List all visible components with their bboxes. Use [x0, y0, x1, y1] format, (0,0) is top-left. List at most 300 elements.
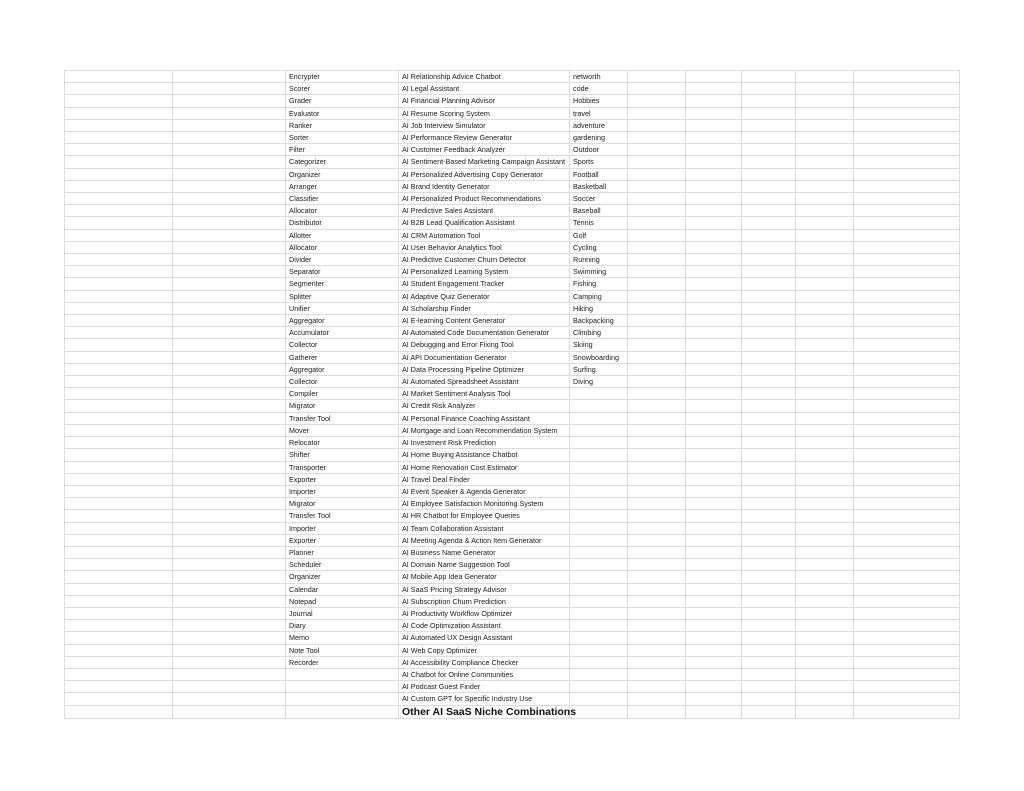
empty-cell[interactable]: [628, 559, 686, 571]
empty-cell[interactable]: [65, 278, 173, 290]
empty-cell[interactable]: [742, 485, 796, 497]
empty-cell[interactable]: [686, 485, 742, 497]
empty-cell[interactable]: [796, 156, 854, 168]
empty-cell[interactable]: [65, 217, 173, 229]
empty-cell[interactable]: [173, 193, 286, 205]
cell-topic[interactable]: [570, 485, 628, 497]
empty-cell[interactable]: [854, 437, 960, 449]
empty-cell[interactable]: [173, 168, 286, 180]
empty-cell[interactable]: [686, 595, 742, 607]
empty-cell[interactable]: [742, 290, 796, 302]
empty-cell[interactable]: [796, 473, 854, 485]
cell-topic[interactable]: adventure: [570, 119, 628, 131]
cell-tool[interactable]: Memo: [286, 632, 399, 644]
empty-cell[interactable]: [173, 107, 286, 119]
empty-cell[interactable]: [65, 424, 173, 436]
empty-cell[interactable]: [742, 107, 796, 119]
empty-cell[interactable]: [686, 168, 742, 180]
empty-cell[interactable]: [65, 302, 173, 314]
empty-cell[interactable]: [628, 546, 686, 558]
cell-topic[interactable]: [570, 522, 628, 534]
cell-topic[interactable]: Camping: [570, 290, 628, 302]
cell-ai-niche[interactable]: AI Predictive Sales Assistant: [399, 205, 570, 217]
empty-cell[interactable]: [628, 83, 686, 95]
empty-cell[interactable]: [173, 229, 286, 241]
empty-cell[interactable]: [686, 156, 742, 168]
cell-ai-niche[interactable]: AI Domain Name Suggestion Tool: [399, 559, 570, 571]
cell-ai-niche[interactable]: AI HR Chatbot for Employee Queries: [399, 510, 570, 522]
empty-cell[interactable]: [65, 522, 173, 534]
empty-cell[interactable]: [628, 571, 686, 583]
empty-cell[interactable]: [742, 473, 796, 485]
empty-cell[interactable]: [742, 583, 796, 595]
empty-cell[interactable]: [854, 83, 960, 95]
empty-cell[interactable]: [686, 693, 742, 705]
empty-cell[interactable]: [854, 376, 960, 388]
empty-cell[interactable]: [686, 180, 742, 192]
cell-ai-niche[interactable]: AI Mobile App Idea Generator: [399, 571, 570, 583]
cell-ai-niche[interactable]: AI Team Collaboration Assistant: [399, 522, 570, 534]
empty-cell[interactable]: [854, 266, 960, 278]
empty-cell[interactable]: [854, 95, 960, 107]
empty-cell[interactable]: [628, 522, 686, 534]
empty-cell[interactable]: [65, 241, 173, 253]
empty-cell[interactable]: [65, 571, 173, 583]
empty-cell[interactable]: [686, 278, 742, 290]
empty-cell[interactable]: [796, 461, 854, 473]
empty-cell[interactable]: [628, 180, 686, 192]
empty-cell[interactable]: [628, 315, 686, 327]
empty-cell[interactable]: [628, 620, 686, 632]
empty-cell[interactable]: [65, 668, 173, 680]
empty-cell[interactable]: [686, 71, 742, 83]
empty-cell[interactable]: [173, 205, 286, 217]
empty-cell[interactable]: [742, 229, 796, 241]
empty-cell[interactable]: [628, 583, 686, 595]
empty-cell[interactable]: [686, 241, 742, 253]
cell-tool[interactable]: Planner: [286, 546, 399, 558]
empty-cell[interactable]: [742, 363, 796, 375]
empty-cell[interactable]: [854, 656, 960, 668]
cell-tool[interactable]: Transfer Tool: [286, 412, 399, 424]
cell-topic[interactable]: Sports: [570, 156, 628, 168]
empty-cell[interactable]: [742, 193, 796, 205]
cell-topic[interactable]: [570, 693, 628, 705]
empty-cell[interactable]: [173, 278, 286, 290]
empty-cell[interactable]: [686, 546, 742, 558]
empty-cell[interactable]: [65, 485, 173, 497]
empty-cell[interactable]: [65, 449, 173, 461]
empty-cell[interactable]: [854, 315, 960, 327]
empty-cell[interactable]: [796, 132, 854, 144]
cell-tool[interactable]: Unifier: [286, 302, 399, 314]
empty-cell[interactable]: [796, 498, 854, 510]
empty-cell[interactable]: [796, 327, 854, 339]
empty-cell[interactable]: [173, 302, 286, 314]
empty-cell[interactable]: [65, 339, 173, 351]
empty-cell[interactable]: [742, 327, 796, 339]
empty-cell[interactable]: [628, 241, 686, 253]
empty-cell[interactable]: [742, 498, 796, 510]
empty-cell[interactable]: [796, 485, 854, 497]
empty-cell[interactable]: [742, 339, 796, 351]
cell-tool[interactable]: [286, 668, 399, 680]
cell-tool[interactable]: Evaluator: [286, 107, 399, 119]
empty-cell[interactable]: [854, 620, 960, 632]
empty-cell[interactable]: [173, 388, 286, 400]
empty-cell[interactable]: [742, 144, 796, 156]
cell-tool[interactable]: Allocator: [286, 205, 399, 217]
empty-cell[interactable]: [173, 571, 286, 583]
empty-cell[interactable]: [686, 473, 742, 485]
cell-ai-niche[interactable]: AI Personalized Advertising Copy Generator: [399, 168, 570, 180]
empty-cell[interactable]: [173, 266, 286, 278]
empty-cell[interactable]: [628, 388, 686, 400]
cell-topic[interactable]: [570, 546, 628, 558]
empty-cell[interactable]: [65, 119, 173, 131]
empty-cell[interactable]: [686, 400, 742, 412]
empty-cell[interactable]: [742, 693, 796, 705]
empty-cell[interactable]: [796, 229, 854, 241]
empty-cell[interactable]: [628, 266, 686, 278]
cell-ai-niche[interactable]: AI Business Name Generator: [399, 546, 570, 558]
empty-cell[interactable]: [65, 95, 173, 107]
cell-ai-niche[interactable]: AI Credit Risk Analyzer: [399, 400, 570, 412]
empty-cell[interactable]: [796, 339, 854, 351]
cell-ai-niche[interactable]: AI Web Copy Optimizer: [399, 644, 570, 656]
cell-ai-niche[interactable]: AI Relationship Advice Chatbot: [399, 71, 570, 83]
cell-tool[interactable]: Filter: [286, 144, 399, 156]
empty-cell[interactable]: [173, 327, 286, 339]
empty-cell[interactable]: [65, 205, 173, 217]
empty-cell[interactable]: [65, 290, 173, 302]
cell-topic[interactable]: [570, 571, 628, 583]
empty-cell[interactable]: [686, 363, 742, 375]
empty-cell[interactable]: [173, 559, 286, 571]
empty-cell[interactable]: [854, 400, 960, 412]
empty-cell[interactable]: [796, 278, 854, 290]
empty-cell[interactable]: [796, 449, 854, 461]
empty-cell[interactable]: [173, 510, 286, 522]
cell-ai-niche[interactable]: AI Automated Spreadsheet Assistant: [399, 376, 570, 388]
cell-ai-niche[interactable]: AI CRM Automation Tool: [399, 229, 570, 241]
empty-cell[interactable]: [796, 290, 854, 302]
empty-cell[interactable]: [628, 632, 686, 644]
empty-cell[interactable]: [65, 632, 173, 644]
empty-cell[interactable]: [742, 266, 796, 278]
empty-cell[interactable]: [628, 461, 686, 473]
empty-cell[interactable]: [742, 119, 796, 131]
empty-cell[interactable]: [742, 595, 796, 607]
empty-cell[interactable]: [686, 83, 742, 95]
empty-cell[interactable]: [173, 595, 286, 607]
empty-cell[interactable]: [628, 705, 686, 718]
empty-cell[interactable]: [742, 461, 796, 473]
cell-ai-niche[interactable]: AI Subscription Churn Prediction: [399, 595, 570, 607]
empty-cell[interactable]: [65, 644, 173, 656]
empty-cell[interactable]: [628, 193, 686, 205]
cell-ai-niche[interactable]: AI Personalized Product Recommendations: [399, 193, 570, 205]
empty-cell[interactable]: [796, 656, 854, 668]
empty-cell[interactable]: [686, 144, 742, 156]
cell-topic[interactable]: Skiing: [570, 339, 628, 351]
empty-cell[interactable]: [742, 412, 796, 424]
empty-cell[interactable]: [854, 254, 960, 266]
empty-cell[interactable]: [65, 559, 173, 571]
empty-cell[interactable]: [796, 693, 854, 705]
cell-ai-niche[interactable]: AI Performance Review Generator: [399, 132, 570, 144]
cell-tool[interactable]: Accumulator: [286, 327, 399, 339]
empty-cell[interactable]: [854, 571, 960, 583]
empty-cell[interactable]: [686, 229, 742, 241]
cell-ai-niche[interactable]: AI Automated Code Documentation Generator: [399, 327, 570, 339]
empty-cell[interactable]: [65, 376, 173, 388]
empty-cell[interactable]: [742, 156, 796, 168]
empty-cell[interactable]: [686, 510, 742, 522]
empty-cell[interactable]: [796, 412, 854, 424]
cell-tool[interactable]: Exporter: [286, 534, 399, 546]
empty-cell[interactable]: [796, 595, 854, 607]
cell-topic[interactable]: networth: [570, 71, 628, 83]
cell-tool[interactable]: Transporter: [286, 461, 399, 473]
empty-cell[interactable]: [742, 522, 796, 534]
empty-cell[interactable]: [686, 461, 742, 473]
empty-cell[interactable]: [173, 705, 286, 718]
empty-cell[interactable]: [854, 217, 960, 229]
cell-ai-niche[interactable]: AI Customer Feedback Analyzer: [399, 144, 570, 156]
empty-cell[interactable]: [854, 351, 960, 363]
empty-cell[interactable]: [796, 95, 854, 107]
cell-topic[interactable]: [570, 668, 628, 680]
empty-cell[interactable]: [686, 119, 742, 131]
empty-cell[interactable]: [854, 485, 960, 497]
empty-cell[interactable]: [65, 107, 173, 119]
empty-cell[interactable]: [173, 412, 286, 424]
empty-cell[interactable]: [796, 559, 854, 571]
cell-tool[interactable]: Sorter: [286, 132, 399, 144]
empty-cell[interactable]: [854, 180, 960, 192]
empty-cell[interactable]: [686, 351, 742, 363]
empty-cell[interactable]: [628, 473, 686, 485]
sheet-title[interactable]: Other AI SaaS Niche Combinations: [399, 705, 570, 718]
empty-cell[interactable]: [854, 583, 960, 595]
empty-cell[interactable]: [742, 668, 796, 680]
cell-tool[interactable]: Aggregator: [286, 315, 399, 327]
empty-cell[interactable]: [742, 546, 796, 558]
empty-cell[interactable]: [854, 339, 960, 351]
empty-cell[interactable]: [686, 705, 742, 718]
cell-ai-niche[interactable]: AI Home Renovation Cost Estimator: [399, 461, 570, 473]
empty-cell[interactable]: [173, 437, 286, 449]
cell-tool[interactable]: Migrator: [286, 400, 399, 412]
empty-cell[interactable]: [65, 473, 173, 485]
empty-cell[interactable]: [65, 681, 173, 693]
empty-cell[interactable]: [628, 229, 686, 241]
empty-cell[interactable]: [796, 632, 854, 644]
empty-cell[interactable]: [742, 302, 796, 314]
empty-cell[interactable]: [742, 705, 796, 718]
cell-ai-niche[interactable]: AI User Behavior Analytics Tool: [399, 241, 570, 253]
empty-cell[interactable]: [628, 351, 686, 363]
cell-ai-niche[interactable]: AI Investment Risk Prediction: [399, 437, 570, 449]
empty-cell[interactable]: [686, 607, 742, 619]
empty-cell[interactable]: [854, 119, 960, 131]
empty-cell[interactable]: [686, 290, 742, 302]
empty-cell[interactable]: [173, 644, 286, 656]
empty-cell[interactable]: [796, 119, 854, 131]
empty-cell[interactable]: [628, 144, 686, 156]
empty-cell[interactable]: [742, 607, 796, 619]
empty-cell[interactable]: [796, 620, 854, 632]
cell-tool[interactable]: Separator: [286, 266, 399, 278]
empty-cell[interactable]: [854, 205, 960, 217]
cell-topic[interactable]: Basketball: [570, 180, 628, 192]
empty-cell[interactable]: [854, 241, 960, 253]
empty-cell[interactable]: [854, 632, 960, 644]
empty-cell[interactable]: [65, 510, 173, 522]
empty-cell[interactable]: [796, 510, 854, 522]
empty-cell[interactable]: [65, 156, 173, 168]
cell-ai-niche[interactable]: AI Adaptive Quiz Generator: [399, 290, 570, 302]
cell-tool[interactable]: Classifier: [286, 193, 399, 205]
cell-ai-niche[interactable]: AI Podcast Guest Finder: [399, 681, 570, 693]
empty-cell[interactable]: [628, 107, 686, 119]
empty-cell[interactable]: [742, 437, 796, 449]
cell-ai-niche[interactable]: AI Job Interview Simulator: [399, 119, 570, 131]
cell-topic[interactable]: [570, 534, 628, 546]
empty-cell[interactable]: [686, 449, 742, 461]
empty-cell[interactable]: [628, 278, 686, 290]
empty-cell[interactable]: [65, 498, 173, 510]
empty-cell[interactable]: [796, 193, 854, 205]
empty-cell[interactable]: [742, 632, 796, 644]
empty-cell[interactable]: [686, 193, 742, 205]
empty-cell[interactable]: [173, 546, 286, 558]
empty-cell[interactable]: [686, 217, 742, 229]
empty-cell[interactable]: [854, 595, 960, 607]
empty-cell[interactable]: [686, 668, 742, 680]
cell-tool[interactable]: Organizer: [286, 168, 399, 180]
cell-ai-niche[interactable]: AI Market Sentiment Analysis Tool: [399, 388, 570, 400]
cell-tool[interactable]: Shifter: [286, 449, 399, 461]
cell-ai-niche[interactable]: AI Home Buying Assistance Chatbot: [399, 449, 570, 461]
empty-cell[interactable]: [854, 156, 960, 168]
cell-tool[interactable]: Organizer: [286, 571, 399, 583]
empty-cell[interactable]: [796, 180, 854, 192]
empty-cell[interactable]: [796, 388, 854, 400]
empty-cell[interactable]: [173, 363, 286, 375]
empty-cell[interactable]: [742, 510, 796, 522]
cell-topic[interactable]: Surfing: [570, 363, 628, 375]
empty-cell[interactable]: [628, 656, 686, 668]
cell-tool[interactable]: Scorer: [286, 83, 399, 95]
cell-topic[interactable]: [570, 473, 628, 485]
empty-cell[interactable]: [628, 485, 686, 497]
cell-ai-niche[interactable]: AI Legal Assistant: [399, 83, 570, 95]
cell-ai-niche[interactable]: AI Personal Finance Coaching Assistant: [399, 412, 570, 424]
empty-cell[interactable]: [173, 693, 286, 705]
cell-topic[interactable]: code: [570, 83, 628, 95]
empty-cell[interactable]: [686, 327, 742, 339]
empty-cell[interactable]: [686, 388, 742, 400]
empty-cell[interactable]: [173, 217, 286, 229]
cell-ai-niche[interactable]: AI Data Processing Pipeline Optimizer: [399, 363, 570, 375]
empty-cell[interactable]: [628, 119, 686, 131]
cell-topic[interactable]: [570, 461, 628, 473]
empty-cell[interactable]: [854, 229, 960, 241]
empty-cell[interactable]: [65, 437, 173, 449]
empty-cell[interactable]: [686, 107, 742, 119]
empty-cell[interactable]: [742, 217, 796, 229]
empty-cell[interactable]: [854, 534, 960, 546]
empty-cell[interactable]: [686, 437, 742, 449]
empty-cell[interactable]: [742, 644, 796, 656]
empty-cell[interactable]: [796, 607, 854, 619]
cell-topic[interactable]: Cycling: [570, 241, 628, 253]
cell-ai-niche[interactable]: AI Custom GPT for Specific Industry Use: [399, 693, 570, 705]
empty-cell[interactable]: [173, 241, 286, 253]
empty-cell[interactable]: [742, 83, 796, 95]
empty-cell[interactable]: [854, 363, 960, 375]
cell-tool[interactable]: Journal: [286, 607, 399, 619]
empty-cell[interactable]: [796, 400, 854, 412]
empty-cell[interactable]: [796, 571, 854, 583]
empty-cell[interactable]: [65, 144, 173, 156]
empty-cell[interactable]: [742, 241, 796, 253]
empty-cell[interactable]: [742, 449, 796, 461]
empty-cell[interactable]: [686, 424, 742, 436]
cell-tool[interactable]: Migrator: [286, 498, 399, 510]
cell-ai-niche[interactable]: AI SaaS Pricing Strategy Advisor: [399, 583, 570, 595]
empty-cell[interactable]: [796, 534, 854, 546]
empty-cell[interactable]: [686, 339, 742, 351]
cell-ai-niche[interactable]: AI Resume Scoring System: [399, 107, 570, 119]
cell-topic[interactable]: Outdoor: [570, 144, 628, 156]
empty-cell[interactable]: [65, 315, 173, 327]
cell-ai-niche[interactable]: AI Financial Planning Advisor: [399, 95, 570, 107]
empty-cell[interactable]: [173, 583, 286, 595]
cell-ai-niche[interactable]: AI Employee Satisfaction Monitoring System: [399, 498, 570, 510]
cell-ai-niche[interactable]: AI Sentiment-Based Marketing Campaign Assistant: [399, 156, 570, 168]
cell-tool[interactable]: Gatherer: [286, 351, 399, 363]
empty-cell[interactable]: [628, 168, 686, 180]
empty-cell[interactable]: [796, 315, 854, 327]
empty-cell[interactable]: [65, 351, 173, 363]
cell-tool[interactable]: Arranger: [286, 180, 399, 192]
empty-cell[interactable]: [628, 205, 686, 217]
empty-cell[interactable]: [65, 71, 173, 83]
empty-cell[interactable]: [628, 693, 686, 705]
cell-tool[interactable]: [286, 681, 399, 693]
empty-cell[interactable]: [65, 229, 173, 241]
cell-tool[interactable]: Calendar: [286, 583, 399, 595]
cell-topic[interactable]: Diving: [570, 376, 628, 388]
empty-cell[interactable]: [65, 254, 173, 266]
cell-tool[interactable]: Importer: [286, 485, 399, 497]
empty-cell[interactable]: [173, 620, 286, 632]
empty-cell[interactable]: [173, 315, 286, 327]
cell-topic[interactable]: Baseball: [570, 205, 628, 217]
empty-cell[interactable]: [173, 376, 286, 388]
empty-cell[interactable]: [796, 522, 854, 534]
empty-cell[interactable]: [686, 498, 742, 510]
empty-cell[interactable]: [686, 205, 742, 217]
empty-cell[interactable]: [628, 534, 686, 546]
empty-cell[interactable]: [173, 473, 286, 485]
cell-topic[interactable]: [570, 595, 628, 607]
empty-cell[interactable]: [854, 388, 960, 400]
empty-cell[interactable]: [65, 693, 173, 705]
